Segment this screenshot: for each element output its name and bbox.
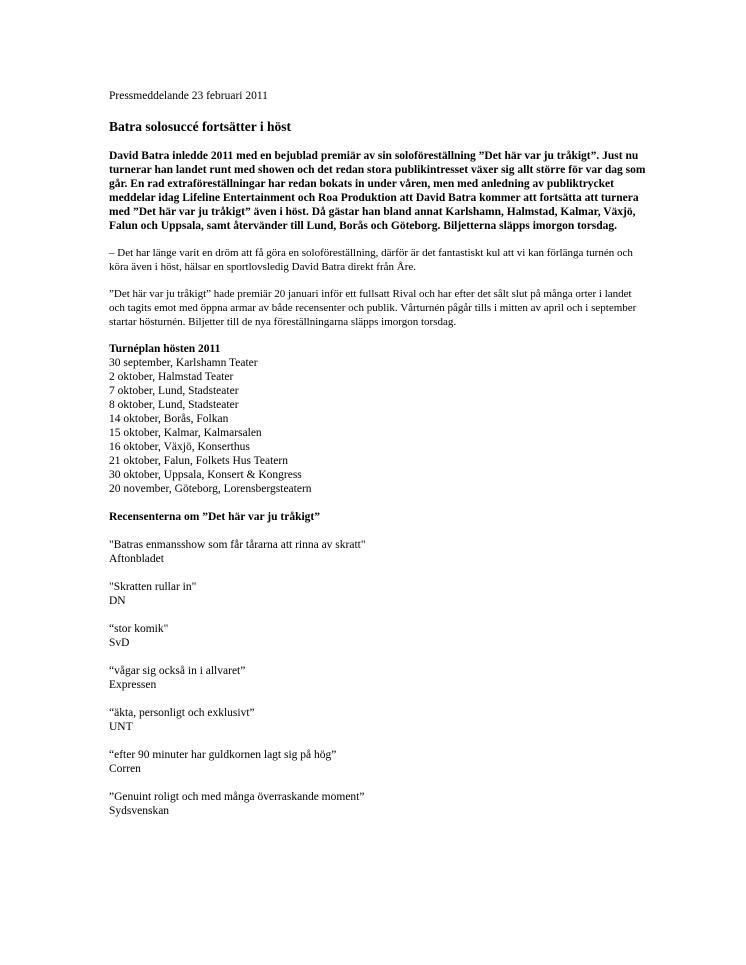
tour-date: 7 oktober, Lund, Stadsteater	[109, 385, 239, 397]
review-item	[109, 580, 649, 608]
tour-date: 16 oktober, Växjö, Konserthus	[109, 441, 250, 453]
tour-date: 30 september, Karlshamn Teater	[109, 357, 258, 369]
review-quote: “stor komik"	[109, 623, 169, 635]
tour-date: 30 oktober, Uppsala, Konsert & Kongress	[109, 469, 302, 481]
review-item	[109, 664, 649, 692]
review-source: Expressen	[109, 679, 157, 691]
review-quote: “äkta, personligt och exklusivt”	[109, 707, 255, 719]
headline: Batra solosuccé fortsätter i höst	[109, 119, 291, 134]
review-quote: "Batras enmansshow som får tårarna att rinna av skratt"	[109, 539, 366, 551]
review-quote: ”Genuint roligt och med många överraskande moment”	[109, 791, 365, 803]
premiere-paragraph: ”Det här var ju tråkigt” hade premiär 20 januari inför ett fullsatt Rival och har efter det sålt slut på många orter i landet och tagits emot med öppna armar av både recensenter och publik. Vårturnén pågår tills i mitten av april och i september startar hösturnén. Biljetter till de nya föreställningarna släpps imorgon torsdag.	[109, 288, 637, 328]
review-source: Corren	[109, 763, 141, 775]
review-quote: “vågar sig också in i allvaret”	[109, 665, 246, 677]
tour-list	[109, 356, 649, 496]
dateline: Pressmeddelande 23 februari 2011	[109, 90, 268, 102]
reviews-heading: Recensenterna om ”Det här var ju tråkigt”	[109, 511, 321, 523]
tour-date: 20 november, Göteborg, Lorensbergsteatern	[109, 483, 312, 495]
lead-paragraph: David Batra inledde 2011 med en bejublad premiär av sin soloföreställning ”Det här var ju tråkigt”. Just nu turnerar han landet runt med showen och det redan stora publikintresset växer sig allt större för var dag som går. En rad extraföreställningar har redan bokats in under våren, men med anledning av publiktrycket meddelar idag Lifeline Entertainment och Roa Produktion att David Batra kommer att fortsätta att turnera med ”Det här var ju tråkigt” även i höst. Då gästar han bland annat Karlshamn, Halmstad, Kalmar, Växjö, Falun och Uppsala, samt återvänder till Lund, Borås och Göteborg. Biljetterna släpps imorgon torsdag.	[109, 150, 646, 232]
review-quote: "Skratten rullar in"	[109, 581, 197, 593]
review-source: Aftonbladet	[109, 553, 164, 565]
tour-date: 2 oktober, Halmstad Teater	[109, 371, 234, 383]
tour-date: 15 oktober, Kalmar, Kalmarsalen	[109, 427, 262, 439]
tour-date: 21 oktober, Falun, Folkets Hus Teatern	[109, 455, 288, 467]
review-item	[109, 538, 649, 566]
review-source: DN	[109, 595, 126, 607]
review-source: Sydsvenskan	[109, 805, 170, 817]
tour-date: 14 oktober, Borås, Folkan	[109, 413, 229, 425]
review-item	[109, 622, 649, 650]
review-item	[109, 790, 649, 818]
tour-date: 8 oktober, Lund, Stadsteater	[109, 399, 239, 411]
review-source: UNT	[109, 721, 133, 733]
tour-heading: Turnéplan hösten 2011	[109, 343, 221, 355]
review-item	[109, 706, 649, 734]
quote-paragraph: – Det har länge varit en dröm att få göra en soloföreställning, därför är det fantastiskt kul att vi kan förlänga turnén och köra även i höst, hälsar en sportlovsledig David Batra direkt från Åre.	[109, 247, 633, 273]
review-item	[109, 748, 649, 776]
press-release-page	[109, 89, 649, 832]
review-source: SvD	[109, 637, 130, 649]
review-quote: “efter 90 minuter har guldkornen lagt sig på hög”	[109, 749, 337, 761]
